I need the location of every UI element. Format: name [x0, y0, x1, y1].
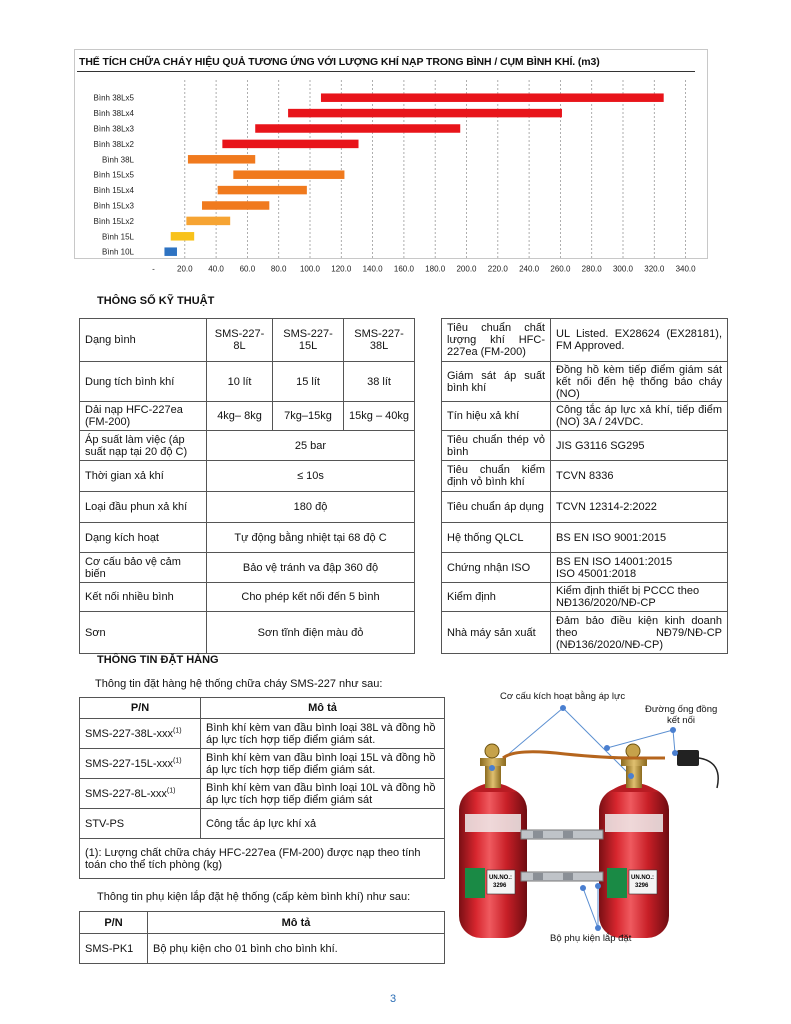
order-desc: Bình khí kèm van đầu bình loại 15L và đồng hồ áp lực tích hợp tiếp điểm giám sát.	[201, 749, 445, 779]
column-header-desc: Mô tả	[148, 912, 445, 934]
spec-value: JIS G3116 SG295	[551, 431, 728, 461]
spec-value: UL Listed. EX28624 (EX28181), FM Approved.	[551, 319, 728, 362]
category-label: Bình 15Lx4	[93, 186, 134, 196]
category-label: Bình 38L	[101, 155, 134, 165]
x-tick-label: 80.0	[270, 264, 287, 274]
pressure-switch	[677, 750, 699, 766]
spec-value	[551, 553, 728, 583]
order-footnote: (1): Lượng chất chữa cháy HFC-227ea (FM-200) được nạp theo tính toán cho thể tích phòng (kg)	[80, 839, 445, 879]
accessory-intro: Thông tin phụ kiện lắp đặt hệ thống (cấp kèm bình khí) như sau:	[97, 891, 411, 903]
spec-value: TCVN 8336	[551, 461, 728, 492]
un-label: UN.NO.:	[631, 875, 654, 881]
order-desc: Bình khí kèm van đầu bình loại 10L và đồng hồ áp lực tích hợp tiếp điểm giám sát	[201, 779, 445, 809]
bar	[202, 201, 269, 210]
callout-actuator-label: Cơ cấu kích hoạt bằng áp lực	[500, 691, 626, 702]
table-row	[442, 553, 728, 583]
spec-value-line: ISO 45001:2018	[556, 567, 637, 580]
category-label: Bình 38Lx3	[93, 124, 134, 134]
table-row	[80, 461, 415, 492]
table-row	[80, 523, 415, 553]
x-tick-label: 240.0	[519, 264, 540, 274]
accessory-table	[79, 911, 445, 964]
table-row	[442, 461, 728, 492]
table-row	[80, 431, 415, 461]
un-label: UN.NO.:	[489, 875, 512, 881]
spec-label: Kết nối nhiều bình	[80, 583, 207, 612]
x-tick-label: -	[152, 264, 155, 274]
spec-label: Loại đầu phun xả khí	[80, 492, 207, 523]
left-cylinder	[459, 744, 527, 938]
order-heading: THÔNG TIN ĐẶT HÀNG	[97, 654, 219, 666]
order-desc: Bình khí kèm van đầu bình loại 38L và đồng hồ áp lực tích hợp tiếp điểm giám sát.	[201, 719, 445, 749]
x-tick-label: 140.0	[362, 264, 383, 274]
spec-cell: SMS-227-38L	[344, 319, 415, 362]
table-row	[80, 779, 445, 809]
category-label: Bình 38Lx4	[93, 109, 134, 119]
order-pn	[80, 719, 201, 749]
spec-label: Kiểm định	[442, 583, 551, 612]
x-tick-label: 200.0	[456, 264, 477, 274]
spec-value: BS EN ISO 9001:2015	[551, 523, 728, 553]
table-row	[80, 319, 415, 362]
order-intro: Thông tin đặt hàng hệ thống chữa cháy SMS-227 như sau:	[95, 678, 383, 690]
column-header-pn: P/N	[80, 698, 201, 719]
spec-cell: 38 lít	[344, 362, 415, 402]
bar	[255, 124, 460, 133]
callout-pipe-label-2: kết nối	[667, 715, 695, 726]
spec-label: Dung tích bình khí	[80, 362, 207, 402]
pn-text: SMS-227-38L-xxx	[85, 727, 174, 740]
spec-value: Kiểm định thiết bị PCCC theo NĐ136/2020/NĐ-CP	[551, 583, 728, 612]
bar	[186, 217, 230, 226]
table-row	[80, 809, 445, 839]
category-label: Bình 38Lx2	[93, 139, 134, 149]
copper-pipe	[503, 752, 665, 758]
category-label: Bình 15Lx2	[93, 216, 134, 226]
spec-label: Dạng kích hoạt	[80, 523, 207, 553]
table-row	[80, 612, 415, 654]
spec-label: Chứng nhận ISO	[442, 553, 551, 583]
table-header-row	[80, 912, 445, 934]
cylinder-system-illustration	[455, 688, 745, 948]
x-tick-label: 260.0	[550, 264, 571, 274]
order-table	[79, 697, 445, 879]
table-row	[80, 749, 445, 779]
x-tick-label: 180.0	[425, 264, 446, 274]
accessory-pn: SMS-PK1	[80, 934, 148, 964]
spec-value: Đồng hồ kèm tiếp điểm giám sát kết nối đến hệ thống báo cháy (NO)	[551, 362, 728, 402]
spec-table-right	[441, 318, 728, 654]
callout-kit-label: Bộ phụ kiện lắp đặt	[550, 933, 632, 944]
spec-label: Dải nạp HFC-227ea (FM-200)	[80, 402, 207, 431]
bar	[233, 170, 344, 179]
bar	[288, 109, 562, 118]
un-number: 3296	[635, 883, 649, 889]
spec-cell: SMS-227-15L	[273, 319, 344, 362]
footnote-ref: (1)	[166, 786, 176, 794]
mounting-rail	[521, 830, 603, 881]
spec-value: TCVN 12314-2:2022	[551, 492, 728, 523]
category-label: Bình 38Lx5	[93, 93, 134, 103]
spec-label: Tiêu chuẩn thép vỏ bình	[442, 431, 551, 461]
callout-pipe-label-1: Đường ống đồng	[645, 704, 718, 715]
spec-label: Tín hiệu xả khí	[442, 402, 551, 431]
table-row	[442, 402, 728, 431]
category-label: Bình 10L	[101, 247, 134, 257]
x-tick-label: 160.0	[393, 264, 414, 274]
accessory-desc: Bộ phụ kiện cho 01 bình cho bình khí.	[148, 934, 445, 964]
spec-value: Đảm bảo điều kiện kinh doanh theo NĐ79/NĐ-CP (NĐ136/2020/NĐ-CP)	[551, 612, 728, 654]
bar	[171, 232, 194, 241]
right-cylinder	[599, 744, 669, 938]
table-row	[80, 719, 445, 749]
table-row	[442, 492, 728, 523]
table-row	[80, 553, 415, 583]
effective-volume-chart	[74, 49, 708, 274]
spec-cell: 15kg – 40kg	[344, 402, 415, 431]
spec-value: ≤ 10s	[207, 461, 415, 492]
column-header-pn: P/N	[80, 912, 148, 934]
x-tick-label: 100.0	[299, 264, 321, 274]
spec-label: Giám sát áp suất bình khí	[442, 362, 551, 402]
table-row	[80, 362, 415, 402]
spec-value: Tự động bằng nhiệt tại 68 độ C	[207, 523, 415, 553]
bar	[218, 186, 307, 195]
pn-text: SMS-227-15L-xxx	[85, 757, 174, 770]
spec-value-line: BS EN ISO 14001:2015	[556, 555, 673, 568]
x-tick-label: 340.0	[675, 264, 696, 274]
bar	[222, 140, 358, 149]
table-row	[442, 362, 728, 402]
x-tick-label: 320.0	[644, 264, 665, 274]
spec-value: Công tắc áp lực xả khí, tiếp điểm (NO) 3A / 24VDC.	[551, 402, 728, 431]
table-row	[80, 402, 415, 431]
spec-table-left	[79, 318, 415, 654]
chart-title: THỂ TÍCH CHỮA CHÁY HIỆU QUẢ TƯƠNG ỨNG VỚI LƯỢNG KHÍ NẠP TRONG BÌNH / CỤM BÌNH KHÍ. (m3)	[79, 56, 600, 68]
footnote-ref: (1)	[173, 726, 182, 734]
category-label: Bình 15Lx5	[93, 170, 134, 180]
bar	[321, 93, 664, 102]
table-header-row	[80, 698, 445, 719]
table-row	[80, 492, 415, 523]
spec-label: Tiêu chuẩn chất lượng khí HFC-227ea (FM-200)	[442, 319, 551, 362]
column-header-desc: Mô tả	[201, 698, 445, 719]
table-row	[80, 839, 445, 879]
bar	[188, 155, 255, 164]
spec-label: Tiêu chuẩn áp dụng	[442, 492, 551, 523]
spec-cell: 7kg–15kg	[273, 402, 344, 431]
spec-value: 180 độ	[207, 492, 415, 523]
x-tick-label: 60.0	[239, 264, 256, 274]
page-number: 3	[390, 993, 397, 1005]
table-row	[442, 431, 728, 461]
spec-value: Sơn tĩnh điện màu đỏ	[207, 612, 415, 654]
order-pn: STV-PS	[80, 809, 201, 839]
specs-heading: THÔNG SỐ KỸ THUẬT	[97, 295, 215, 307]
footnote-ref: (1)	[173, 756, 182, 764]
spec-label: Nhà máy sản xuất	[442, 612, 551, 654]
spec-label: Thời gian xả khí	[80, 461, 207, 492]
spec-cell: 15 lít	[273, 362, 344, 402]
spec-label: Hệ thống QLCL	[442, 523, 551, 553]
spec-label: Dạng bình	[80, 319, 207, 362]
order-pn	[80, 779, 201, 809]
spec-label: Tiêu chuẩn kiểm định vỏ bình khí	[442, 461, 551, 492]
cylinder-drawing	[455, 688, 745, 948]
spec-value: Cho phép kết nối đến 5 bình	[207, 583, 415, 612]
table-row	[442, 583, 728, 612]
category-label: Bình 15L	[101, 232, 134, 242]
spec-cell: 10 lít	[207, 362, 273, 402]
spec-value: 25 bar	[207, 431, 415, 461]
table-row	[80, 934, 445, 964]
category-label: Bình 15Lx3	[93, 201, 134, 211]
order-desc: Công tắc áp lực khí xả	[201, 809, 445, 839]
x-tick-label: 280.0	[581, 264, 602, 274]
table-row	[80, 583, 415, 612]
table-row	[442, 612, 728, 654]
spec-label: Sơn	[80, 612, 207, 654]
spec-cell: 4kg– 8kg	[207, 402, 273, 431]
spec-label: Cơ cấu bảo vệ cảm biến	[80, 553, 207, 583]
spec-cell: SMS-227-8L	[207, 319, 273, 362]
x-tick-label: 300.0	[612, 264, 634, 274]
x-tick-label: 220.0	[487, 264, 508, 274]
un-number: 3296	[493, 883, 507, 889]
spec-value: Bảo vệ tránh va đập 360 độ	[207, 553, 415, 583]
x-tick-label: 20.0	[177, 264, 193, 274]
spec-label: Áp suất làm việc (áp suất nạp tại 20 độ C)	[80, 431, 207, 461]
pn-text: SMS-227-8L-xxx	[85, 787, 167, 800]
order-pn	[80, 749, 201, 779]
chart-plot	[75, 50, 709, 274]
x-tick-label: 40.0	[208, 264, 224, 274]
table-row	[442, 523, 728, 553]
table-row	[442, 319, 728, 362]
x-tick-label: 120.0	[331, 264, 352, 274]
bar	[164, 247, 177, 256]
